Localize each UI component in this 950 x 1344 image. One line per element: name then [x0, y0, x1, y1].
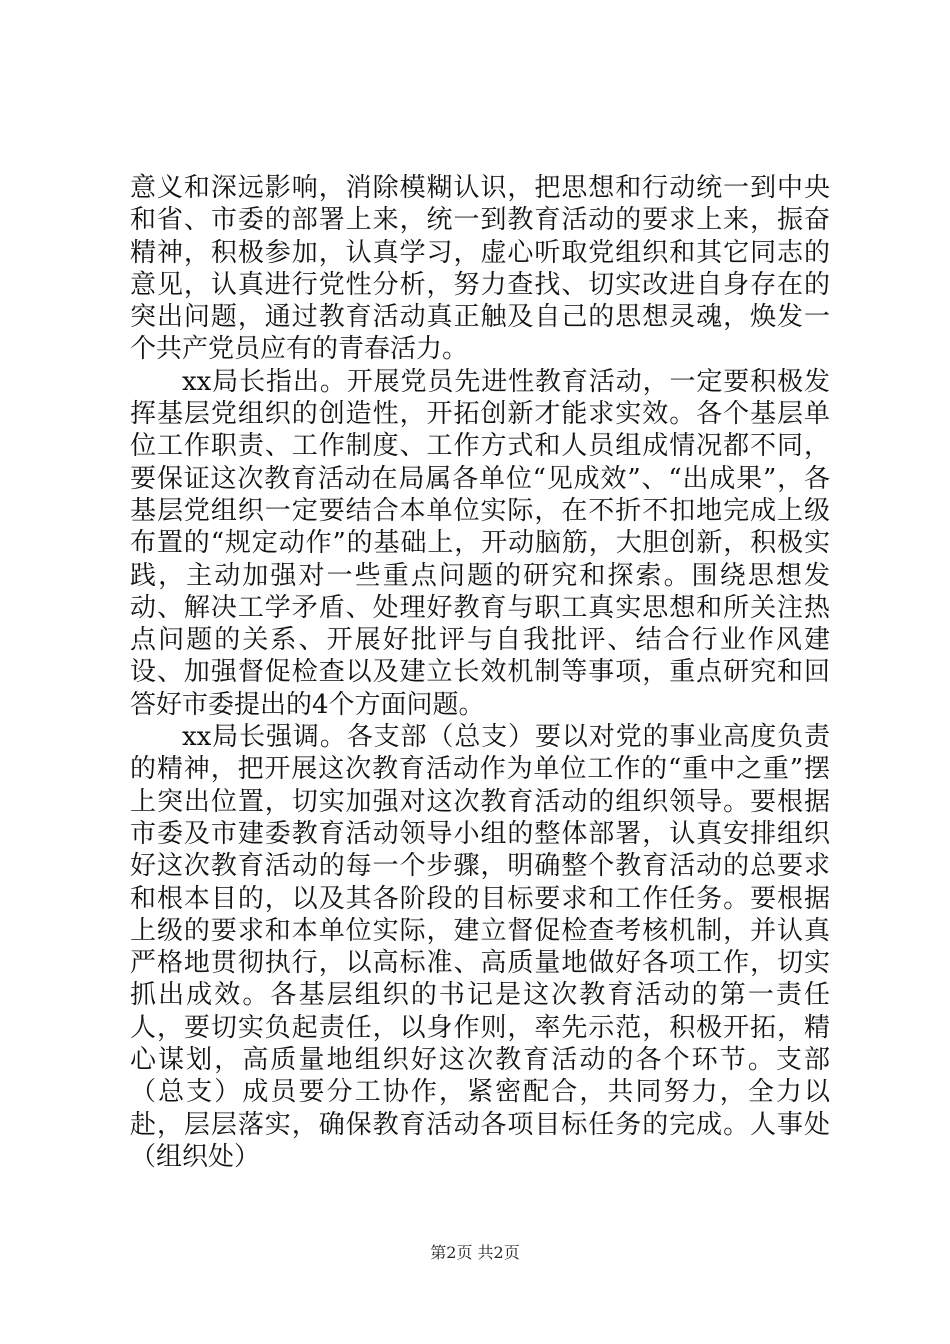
paragraph-director-emphasizes: xx局长强调。各支部（总支）要以对党的事业高度负责的精神，把开展这次教育活动作为单位工作的“重中之重”摆上突出位置，切实加强对这次教育活动的组织领导。要根据市委及市建委教育活动领导小组的整体部署，认真安排组织好这次教育活动的每一个步骤，明确整个教育活动的总要求和根本目的，以及其各阶段的目标要求和工作任务。要根据上级的要求和本单位实际，建立督促检查考核机制，并认真严格地贯彻执行，以高标准、高质量地做好各项工作，切实抓出成效。各基层组织的书记是这次教育活动的第一责任人，要切实负起责任，以身作则，率先示范，积极开拓，精心谋划，高质量地组织好这次教育活动的各个环节。支部（总支）成员要分工协作，紧密配合，共同努力，全力以赴，层层落实，确保教育活动各项目标任务的完成。人事处（组织处）	[130, 722, 830, 1172]
document-body	[130, 172, 830, 1173]
page-number-label: 第2页 共2页	[430, 1243, 520, 1262]
paragraph-director-points-out: xx局长指出。开展党员先进性教育活动，一定要积极发挥基层党组织的创造性，开拓创新才能求实效。各个基层单位工作职责、工作制度、工作方式和人员组成情况都不同，要保证这次教育活动在局属各单位“见成效”、“出成果”，各基层党组织一定要结合本单位实际，在不折不扣地完成上级布置的“规定动作”的基础上，开动脑筋，大胆创新，积极实践，主动加强对一些重点问题的研究和探索。围绕思想发动、解决工学矛盾、处理好教育与职工真实思想和所关注热点问题的关系、开展好批评与自我批评、结合行业作风建设、加强督促检查以及建立长效机制等事项，重点研究和回答好市委提出的4个方面问题。	[130, 366, 830, 720]
paragraph-continuation: 意义和深远影响，消除模糊认识，把思想和行动统一到中央和省、市委的部署上来，统一到教育活动的要求上来，振奋精神，积极参加，认真学习，虚心听取党组织和其它同志的意见，认真进行党性分析，努力查找、切实改进自身存在的突出问题，通过教育活动真正触及自己的思想灵魂，焕发一个共产党员应有的青春活力。	[130, 173, 830, 365]
page-footer	[0, 1243, 950, 1263]
